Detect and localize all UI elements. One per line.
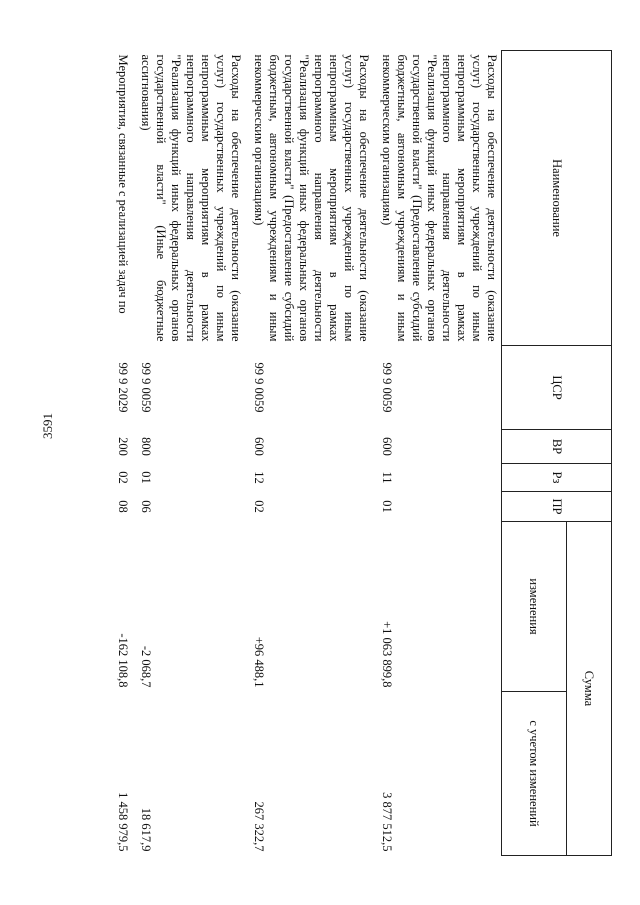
row-csr: 99 9 2029 (116, 362, 130, 413)
row-name: Расходы на обеспечение деятельности (оказание услуг) государственных учреждений по иным непрограммным мероприятиям в рамках непрограммного направления деятельности "Реализация функций иных федеральных органов государственной власти" (Предоставление субсидий бюджетным, автономным учреждениям и иным некоммерческим организациям) (252, 54, 371, 342)
row-csr: 99 9 0059 (139, 362, 153, 413)
budget-table (109, 50, 612, 856)
row-vr: 200 (116, 437, 130, 456)
table-row (132, 51, 245, 856)
header-with-change: с учетом изменений (502, 692, 567, 856)
row-name: Мероприятия, связанные с реализацией задач по (116, 54, 130, 314)
row-pr: 08 (116, 500, 130, 513)
header-rz: Рз (502, 464, 612, 492)
row-with-change: 3 877 512,5 (380, 792, 394, 852)
row-with-change: 1 458 979,5 (116, 792, 130, 852)
row-pr: 01 (380, 500, 394, 513)
header-vr: ВР (502, 430, 612, 464)
row-change: -2 068,7 (139, 645, 153, 688)
table-row (245, 51, 373, 856)
row-vr: 600 (252, 437, 266, 456)
row-change: +1 063 899,8 (380, 621, 394, 688)
row-csr: 99 9 0059 (252, 362, 266, 413)
row-pr: 06 (139, 500, 153, 513)
row-csr: 99 9 0059 (380, 362, 394, 413)
row-rz: 12 (252, 471, 266, 484)
header-sum: Сумма (567, 522, 612, 856)
table-row (373, 51, 502, 856)
row-name: Расходы на обеспечение деятельности (оказание услуг) государственных учреждений по иным непрограммным мероприятиям в рамках непрограммного направления деятельности "Реализация функций иных федеральных органов государственной власти" (Предоставление субсидий бюджетным, автономным учреждениям и иным некоммерческим организациям) (380, 54, 499, 342)
header-pr: ПР (502, 492, 612, 522)
table-row (109, 51, 132, 856)
header-row (567, 51, 612, 856)
header-csr: ЦСР (502, 346, 612, 430)
row-rz: 01 (139, 471, 153, 484)
row-with-change: 18 617,9 (139, 807, 153, 852)
row-rz: 02 (116, 471, 130, 484)
row-change: -162 108,8 (116, 633, 130, 688)
header-change: изменения (502, 522, 567, 692)
row-vr: 800 (139, 437, 153, 456)
row-rz: 11 (380, 471, 394, 484)
row-pr: 02 (252, 500, 266, 513)
row-vr: 600 (380, 437, 394, 456)
header-name: Наименование (502, 51, 612, 346)
row-with-change: 267 322,7 (252, 801, 266, 852)
row-name: Расходы на обеспечение деятельности (оказание услуг) государственных учреждений по иным непрограммным мероприятиям в рамках непрограммного направления деятельности "Реализация функций иных федеральных органов государственной власти" (Иные бюджетные ассигнования) (139, 54, 243, 342)
row-change: +96 488,1 (252, 636, 266, 688)
rotated-page (116, 50, 612, 855)
page-number: 3591 (40, 413, 55, 439)
